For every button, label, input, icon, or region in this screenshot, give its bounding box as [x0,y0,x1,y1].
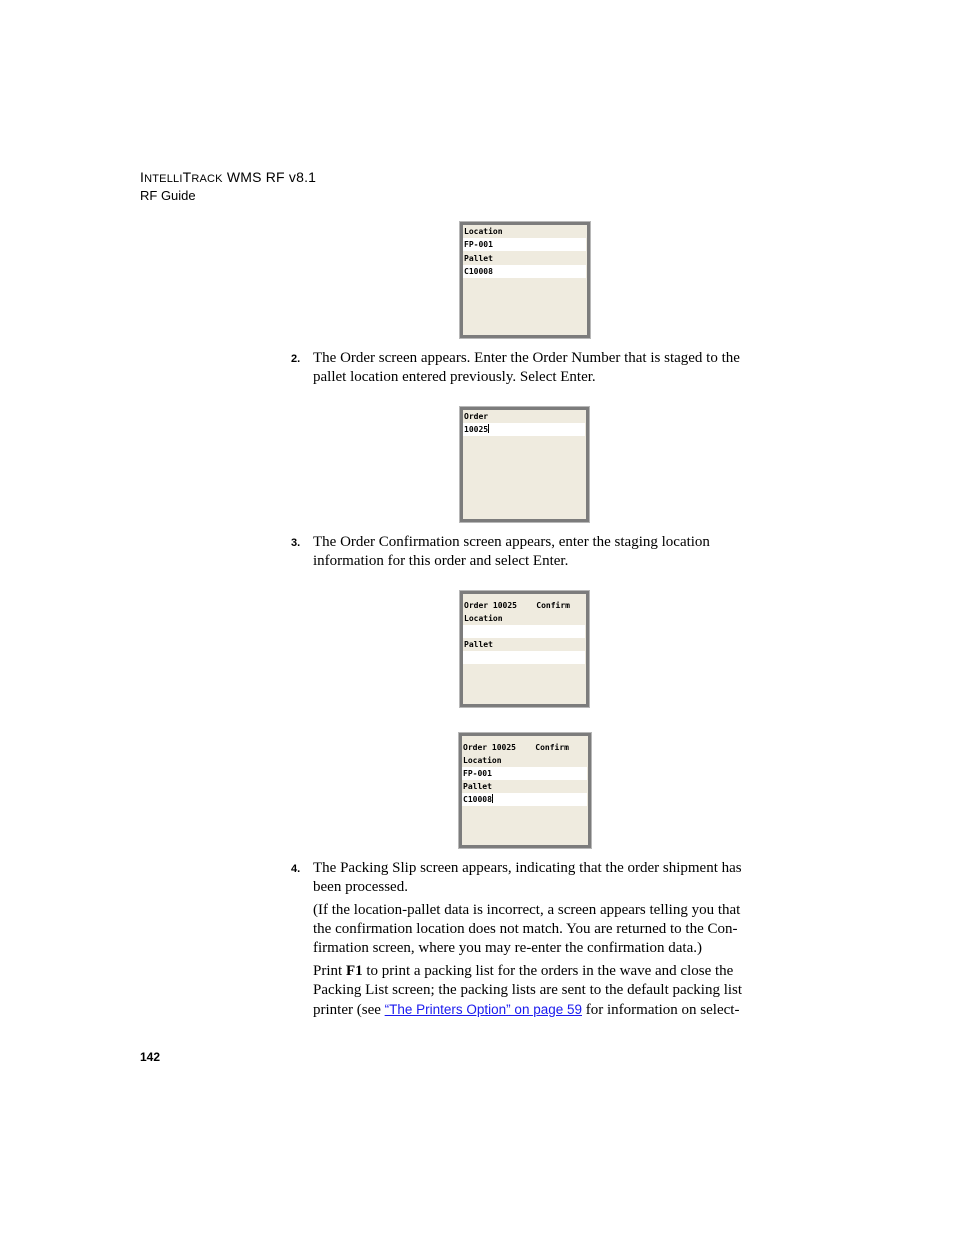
rf-screen-order-confirm-filled [459,733,591,848]
rf-field-pallet[interactable]: C10008 [462,793,587,806]
rf-label-location: Location [462,754,588,767]
rf-label-order: Order [463,410,586,423]
step-2 [291,349,761,387]
rf-label-pallet: Pallet [463,638,586,651]
rf-field-order[interactable]: 10025 [463,423,585,436]
printers-option-link[interactable]: “The Printers Option” on page 59 [384,1002,582,1017]
rf-field-pallet[interactable] [463,651,585,664]
step-text: The Order Confirmation screen appears, enter the staging location information for this order and select Enter. [313,534,710,569]
rf-screen-location-pallet [460,222,590,338]
rf-field-pallet[interactable]: C10008 [463,265,586,278]
rf-label-pallet: Pallet [462,780,588,793]
step-number: 2. [291,353,301,365]
rf-label-location: Location [463,612,586,625]
running-header-guide: RF Guide [140,188,196,203]
rf-field-location[interactable]: FP-001 [462,767,587,780]
step-number: 3. [291,537,301,549]
rf-field-location[interactable] [463,625,585,638]
rf-field-location[interactable]: FP-001 [463,238,586,251]
rf-title: Order 10025 Confirm [462,741,588,754]
step-4-print-instructions: Print F1 to print a packing list for the orders in the wave and close the Packing List screen; the packing lists are sent to the default packing list printer (see “The Printers Option” on page 59 for information on select- [313,963,743,1018]
text-cursor [488,424,489,433]
step-text: The Order screen appears. Enter the Order Number that is staged to the pallet location entered previously. Select Enter. [313,350,740,385]
text-cursor [492,794,493,803]
step-text: The Packing Slip screen appears, indicating that the order shipment has been processed. [313,860,742,895]
rf-label-location: Location [463,225,587,238]
step-4-note: (If the location-pallet data is incorrect, a screen appears telling you that the confirmation location does not match. You are returned to the Con-firmation screen, where you may re-enter the confirmation data.) [313,902,741,956]
page-number: 142 [140,1050,161,1064]
rf-title: Order 10025 Confirm [463,599,586,612]
rf-label-pallet: Pallet [463,252,587,265]
step-3 [291,533,761,571]
rf-screen-order [460,407,589,522]
step-4 [291,859,761,897]
rf-screen-order-confirm-empty [460,591,589,707]
running-header-title: INTELLITRACK WMS RF v8.1 [140,169,317,185]
step-number: 4. [291,863,301,875]
